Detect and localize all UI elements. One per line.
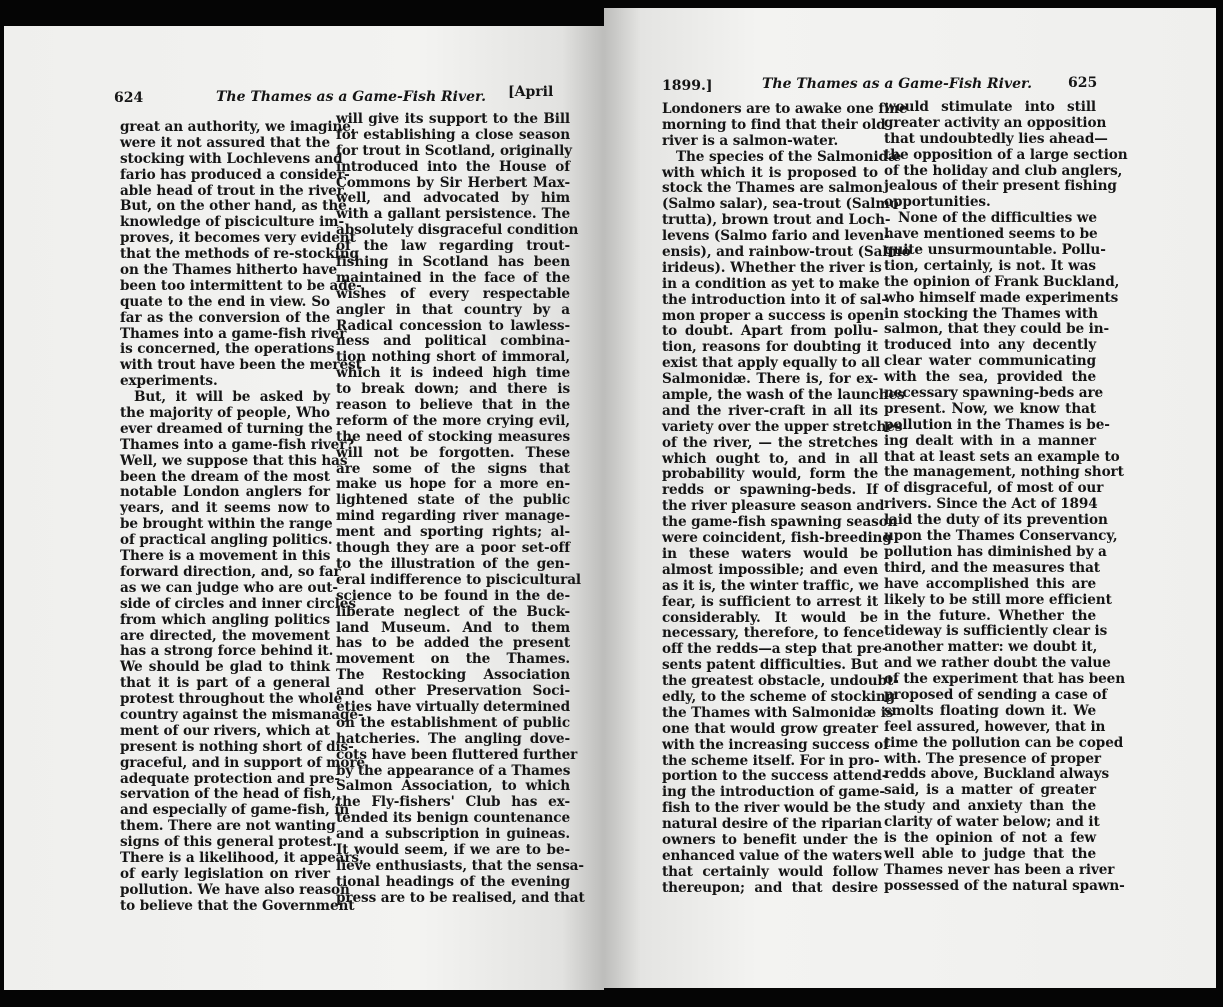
- text-line: opportunities.: [884, 194, 991, 211]
- text-line: movement on the Thames.: [336, 651, 570, 668]
- text-line: ever dreamed of turning the: [120, 420, 333, 437]
- text-line: in these waters would be: [662, 545, 878, 562]
- text-line: fishing in Scotland has been: [336, 254, 570, 271]
- text-line: of the holiday and club anglers,: [884, 162, 1123, 179]
- text-line: signs of this general protest.: [120, 834, 337, 851]
- text-line: in stocking the Thames with: [884, 305, 1098, 322]
- text-line: to doubt. Apart from pollu-: [662, 323, 878, 340]
- text-line: though they are a poor set-off: [336, 540, 570, 557]
- text-line: likely to be still more efficient: [884, 591, 1112, 608]
- text-line: of disgraceful, of most of our: [884, 480, 1104, 497]
- text-line: Thames into a game-fish river?: [120, 436, 355, 453]
- text-line: on the Thames hitherto have: [120, 262, 338, 279]
- text-line: angler in that country by a: [336, 301, 570, 318]
- text-line: will not be forgotten. These: [336, 444, 570, 461]
- text-line: It would seem, if we are to be-: [336, 841, 570, 858]
- text-line: rivers. Since the Act of 1894: [884, 496, 1098, 513]
- text-line: Well, we suppose that this has: [120, 452, 348, 469]
- text-line: morning to find that their old: [662, 116, 886, 133]
- text-line: has a strong force behind it.: [120, 643, 334, 660]
- text-line: natural desire of the riparian: [662, 816, 883, 833]
- text-line: tion nothing short of immoral,: [336, 349, 570, 366]
- text-line: exist that apply equally to all: [662, 355, 881, 372]
- text-line: are directed, the movement: [120, 627, 330, 644]
- text-line: ment and sporting rights; al-: [336, 524, 570, 541]
- text-line: with a gallant persistence. The: [336, 206, 570, 223]
- text-line: Salmonidæ. There is, for ex-: [662, 371, 878, 388]
- text-line: smolts floating down it. We: [884, 702, 1096, 719]
- text-line: land Museum. And to them: [336, 619, 570, 636]
- text-line: of practical angling politics.: [120, 532, 333, 549]
- text-line: There is a movement in this: [120, 548, 331, 565]
- text-line: proves, it becomes very evident: [120, 230, 356, 247]
- text-line: proposed of sending a case of: [884, 686, 1108, 703]
- text-line: with which it is proposed to: [662, 164, 878, 181]
- text-line: and a subscription in guineas.: [336, 826, 570, 843]
- text-line: of early legislation on river: [120, 865, 330, 882]
- text-line: ensis), and rainbow-trout (Salmo: [662, 244, 911, 261]
- text-line: that at least sets an example to: [884, 448, 1120, 465]
- text-line: eties have virtually determined: [336, 698, 570, 715]
- text-line: and we rather doubt the value: [884, 655, 1111, 672]
- text-line: them. There are not wanting: [120, 818, 336, 835]
- text-line: pollution in the Thames is be-: [884, 416, 1110, 433]
- text-line: has to be added the present: [336, 635, 570, 652]
- text-line: the scheme itself. For in pro-: [662, 752, 880, 769]
- text-line: redds or spawning-beds. If: [662, 482, 878, 499]
- right-column-1: [662, 101, 911, 897]
- text-line: The species of the Salmonidæ: [676, 148, 902, 165]
- text-line: hatcheries. The angling dove-: [336, 730, 570, 747]
- text-line: time the pollution can be coped: [884, 734, 1124, 751]
- text-line: (Salmo salar), sea-trout (Salmo: [662, 196, 899, 213]
- text-line: and especially of game-fish, in: [120, 802, 350, 819]
- text-line: upon the Thames Conservancy,: [884, 528, 1118, 545]
- text-line: in a condition as yet to make: [662, 275, 880, 292]
- text-line: ing the introduction of game-: [662, 784, 885, 801]
- text-line: fear, is sufficient to arrest it: [662, 593, 878, 610]
- text-line: press are to be realised, and that: [336, 889, 585, 906]
- text-line: maintained in the face of the: [336, 269, 570, 286]
- text-line: quate to the end in view. So: [120, 293, 330, 310]
- text-line: portion to the success attend-: [662, 768, 888, 785]
- text-line: side of circles and inner circles: [120, 595, 356, 612]
- right-page: [604, 8, 1216, 988]
- text-line: possessed of the natural spawn-: [884, 877, 1125, 894]
- text-line: graceful, and in support of more: [120, 754, 365, 771]
- text-line: fish to the river would be the: [662, 800, 881, 817]
- text-line: necessary spawning-beds are: [884, 385, 1104, 402]
- text-line: from which angling politics: [120, 611, 330, 628]
- text-line: great an authority, we imagine,: [120, 119, 356, 135]
- text-line: variety over the upper stretches: [662, 418, 903, 435]
- text-line: owners to benefit under the: [662, 831, 878, 848]
- text-line: Thames into a game-fish river: [120, 325, 347, 342]
- text-line: ment of our rivers, which at: [120, 722, 330, 739]
- text-line: The Restocking Association: [336, 667, 570, 684]
- running-title-right: The Thames as a Game-Fish River.: [762, 76, 1033, 92]
- text-line: tended its benign countenance: [336, 810, 570, 827]
- text-line: There is a likelihood, it appears,: [120, 849, 364, 866]
- text-line: laid the duty of its prevention: [884, 512, 1108, 529]
- text-line: country against the mismanage-: [120, 706, 364, 723]
- text-line: for establishing a close season: [336, 126, 570, 143]
- text-line: We should be glad to think: [120, 659, 330, 676]
- text-line: were it not assured that the: [120, 134, 330, 151]
- text-line: ness and political combina-: [336, 333, 570, 350]
- text-line: one that would grow greater: [662, 720, 878, 737]
- text-line: another matter: we doubt it,: [884, 639, 1098, 656]
- date-tag-right: 1899.]: [662, 78, 713, 94]
- text-line: is the opinion of not a few: [884, 829, 1096, 846]
- text-line: and the river-craft in all its: [662, 402, 878, 419]
- text-line: mind regarding river manage-: [336, 508, 570, 525]
- text-line: the opposition of a large section: [884, 146, 1128, 163]
- text-line: present. Now, we know that: [884, 400, 1096, 417]
- text-line: stocking with Lochlevens and: [120, 150, 343, 167]
- text-line: of the river, — the stretches: [662, 434, 878, 451]
- text-line: Radical concession to lawless-: [336, 317, 570, 334]
- text-line: tion, certainly, is not. It was: [884, 257, 1096, 274]
- text-line: quite unsurmountable. Pollu-: [884, 242, 1106, 259]
- text-line: clarity of water below; and it: [884, 814, 1100, 831]
- text-line: jealous of their present fishing: [884, 178, 1117, 195]
- text-line: been too intermittent to be ade-: [120, 277, 362, 294]
- text-line: greater activity an opposition: [884, 114, 1107, 131]
- text-line: protest throughout the whole: [120, 691, 343, 708]
- text-line: mon proper a success is open: [662, 307, 885, 324]
- text-line: tideway is sufficiently clear is: [884, 623, 1108, 640]
- page-number-left: 624: [114, 90, 144, 106]
- text-line: liberate neglect of the Buck-: [336, 603, 570, 620]
- running-title-left: The Thames as a Game-Fish River.: [216, 89, 487, 105]
- text-line: the river pleasure season and: [662, 498, 885, 515]
- text-line: pollution. We have also reason: [120, 881, 350, 898]
- left-column-1: [120, 119, 365, 915]
- text-line: to break down; and there is: [336, 381, 570, 398]
- text-line: for trout in Scotland, originally: [336, 142, 572, 159]
- text-line: have mentioned seems to be: [884, 226, 1098, 243]
- text-line: adequate protection and pre-: [120, 770, 340, 787]
- left-column-2: [336, 111, 585, 907]
- text-line: reason to believe that in the: [336, 397, 570, 414]
- text-line: necessary, therefore, to fence: [662, 625, 884, 642]
- text-line: which it is indeed high time: [336, 365, 570, 382]
- text-line: redds above, Buckland always: [884, 766, 1109, 783]
- text-line: well able to judge that the: [884, 845, 1096, 862]
- text-line: Salmon Association, to which: [336, 778, 570, 795]
- text-line: and other Preservation Soci-: [336, 683, 570, 700]
- text-line: present is nothing short of dis-: [120, 738, 354, 755]
- text-line: the introduction into it of sal-: [662, 291, 887, 308]
- text-line: of the law regarding trout-: [336, 238, 570, 255]
- text-line: forward direction, and, so far: [120, 563, 341, 580]
- text-line: considerably. It would be: [662, 609, 878, 626]
- text-line: the opinion of Frank Buckland,: [884, 273, 1120, 290]
- text-line: third, and the measures that: [884, 559, 1100, 576]
- text-line: the greatest obstacle, undoubt-: [662, 673, 899, 690]
- text-line: as we can judge who are out-: [120, 579, 338, 596]
- text-line: lieve enthusiasts, that the sensa-: [336, 857, 584, 874]
- text-line: who himself made experiments: [884, 289, 1119, 306]
- text-line: of the experiment that has been: [884, 671, 1125, 688]
- text-line: feel assured, however, that in: [884, 718, 1106, 735]
- text-line: experiments.: [120, 373, 218, 390]
- text-line: Thames never has been a river: [884, 861, 1115, 878]
- text-line: able head of trout in the river.: [120, 182, 348, 199]
- text-line: the need of stocking measures: [336, 428, 570, 445]
- text-line: make us hope for a more en-: [336, 476, 570, 493]
- text-line: trutta), brown trout and Loch-: [662, 212, 891, 229]
- text-line: on the establishment of public: [336, 714, 570, 731]
- text-line: to believe that the Government: [120, 897, 355, 914]
- text-line: with the sea, provided the: [884, 369, 1096, 386]
- text-line: are some of the signs that: [336, 460, 570, 477]
- text-line: said, is a matter of greater: [884, 782, 1096, 799]
- text-line: pollution has diminished by a: [884, 543, 1107, 560]
- text-line: well, and advocated by him: [336, 190, 570, 207]
- text-line: be brought within the range: [120, 516, 333, 533]
- text-line: ing dealt with in a manner: [884, 432, 1096, 449]
- text-line: will give its support to the Bill: [336, 111, 570, 127]
- text-line: probability would, form the: [662, 466, 878, 483]
- text-line: the Thames with Salmonidæ is: [662, 704, 894, 721]
- text-line: almost impossible; and even: [662, 561, 878, 578]
- text-line: servation of the head of fish,: [120, 786, 336, 803]
- text-line: with. The presence of proper: [884, 750, 1101, 767]
- text-line: levens (Salmo fario and leven-: [662, 228, 890, 245]
- text-line: reform of the more crying evil,: [336, 412, 570, 429]
- text-line: as it is, the winter traffic, we: [662, 577, 879, 594]
- text-line: which ought to, and in all: [662, 450, 878, 467]
- text-line: notable London anglers for: [120, 484, 330, 501]
- text-line: the management, nothing short: [884, 464, 1124, 481]
- date-tag-left: [April: [508, 84, 554, 100]
- text-line: the Fly-fishers' Club has ex-: [336, 794, 570, 811]
- text-line: to the illustration of the gen-: [336, 555, 570, 572]
- text-line: far as the conversion of the: [120, 309, 330, 326]
- text-line: cots have been fluttered further: [336, 746, 578, 763]
- text-line: edly, to the scheme of stocking: [662, 688, 896, 705]
- text-line: wishes of every respectable: [336, 285, 570, 302]
- text-line: that the methods of re-stocking: [120, 246, 359, 263]
- text-line: in the future. Whether the: [884, 607, 1096, 624]
- text-line: with the increasing success of: [662, 736, 889, 753]
- text-line: lightened state of the public: [336, 492, 570, 509]
- text-line: clear water communicating: [884, 353, 1096, 370]
- text-line: troduced into any decently: [884, 337, 1096, 354]
- text-line: that certainly would follow: [662, 863, 878, 880]
- text-line: the majority of people, Who: [120, 405, 330, 422]
- text-line: that it is part of a general: [120, 675, 330, 692]
- text-line: But, it will be asked by: [134, 389, 330, 406]
- left-page: [4, 26, 604, 990]
- text-line: enhanced value of the waters: [662, 847, 883, 864]
- right-column-2: [884, 99, 1128, 895]
- text-line: is concerned, the operations: [120, 341, 335, 358]
- text-line: stock the Thames are salmon: [662, 180, 883, 197]
- text-line: science to be found in the de-: [336, 587, 570, 604]
- text-line: But, on the other hand, as the: [120, 198, 347, 215]
- text-line: river is a salmon-water.: [662, 132, 839, 149]
- text-line: eral indifference to piscicultural: [336, 571, 581, 588]
- text-line: been the dream of the most: [120, 468, 330, 485]
- text-line: were coincident, fish-breeding: [662, 530, 892, 547]
- text-line: fario has produced a consider-: [120, 166, 350, 183]
- text-line: tion, reasons for doubting it: [662, 339, 878, 356]
- text-line: that undoubtedly lies ahead—: [884, 130, 1108, 147]
- text-line: ample, the wash of the launches: [662, 387, 905, 404]
- text-line: salmon, that they could be in-: [884, 321, 1110, 338]
- text-line: Commons by Sir Herbert Max-: [336, 174, 570, 191]
- text-line: with trout have been the merest: [120, 357, 362, 374]
- text-line: by the appearance of a Thames: [336, 762, 571, 779]
- text-line: knowledge of pisciculture im-: [120, 214, 345, 231]
- text-line: introduced into the House of: [336, 158, 570, 175]
- text-line: have accomplished this are: [884, 575, 1096, 592]
- text-line: tional headings of the evening: [336, 873, 570, 890]
- text-line: thereupon; and that desire: [662, 879, 878, 896]
- text-line: irideus). Whether the river is: [662, 259, 882, 276]
- text-line: None of the difficulties we: [898, 210, 1097, 227]
- text-line: Londoners are to awake one fine: [662, 101, 908, 117]
- text-line: sents patent difficulties. But: [662, 657, 878, 674]
- page-number-right: 625: [1068, 75, 1098, 91]
- text-line: the game-fish spawning season: [662, 514, 898, 531]
- text-line: absolutely disgraceful condition: [336, 222, 579, 239]
- text-line: study and anxiety than the: [884, 798, 1096, 815]
- text-line: years, and it seems now to: [120, 500, 330, 517]
- text-line: off the redds—a step that pre-: [662, 641, 888, 658]
- text-line: would stimulate into still: [884, 99, 1096, 115]
